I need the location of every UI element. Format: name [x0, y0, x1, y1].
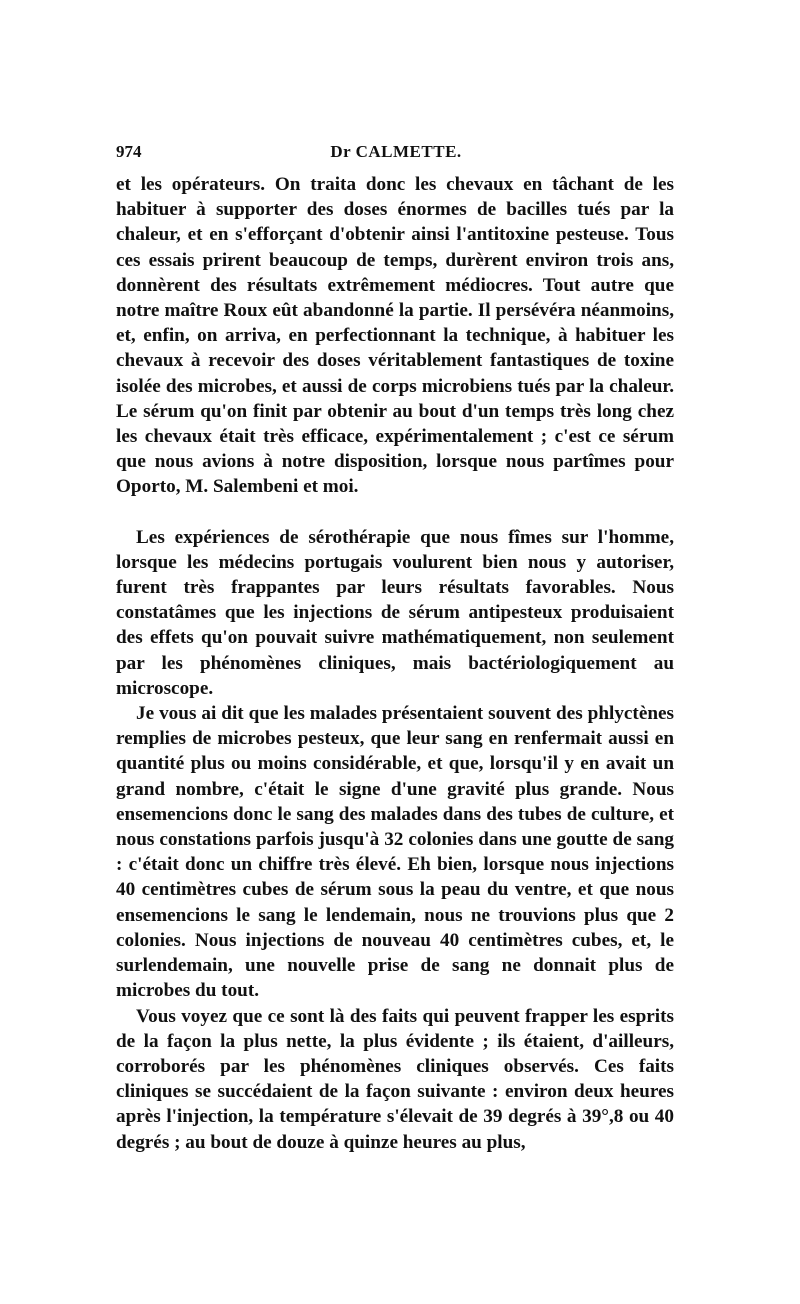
- running-head: Dr CALMETTE.: [330, 142, 462, 161]
- page-header: [116, 142, 676, 166]
- paragraph-serotherapie: Les expériences de sérothérapie que nous fîmes sur l'homme, lorsque les médecins portugais voulurent bien nous y autoriser, furent très frappantes par leurs résultats favorables. Nous constatâmes que les injections de sérum antipesteux produisaient des effets qu'on pouvait suivre mathématiquement, non seulement par les phénomènes cliniques, mais bactériologiquement au microscope.: [116, 526, 674, 699]
- paragraph-faits-cliniques: Vous voyez que ce sont là des faits qui peuvent frapper les esprits de la façon la plus nette, la plus évidente ; ils étaient, d'ailleurs, corroborés par les phénomènes cliniques observés. Ces faits cliniques se succédaient de la façon suivante : environ deux heures après l'injection, la température s'élevait de 39 degrés à 39°,8 ou 40 degrés ; au bout de douze à quinze heures au plus,: [116, 1005, 674, 1153]
- body-text: [116, 172, 674, 1155]
- paragraph-continuation: et les opérateurs. On traita donc les chevaux en tâchant de les habituer à supporter des doses énormes de bacilles tués par la chaleur, et en s'efforçant d'obtenir ainsi l'antitoxine pesteuse. Tous ces essais prirent beaucoup de temps, durèrent environ trois ans, donnèrent des résultats extrêmement médiocres. Tout autre que notre maître Roux eût abandonné la partie. Il persévéra néanmoins, et, enfin, on arriva, en perfectionnant la technique, à habituer les chevaux à recevoir des doses véritablement fantastiques de toxine isolée des microbes, et aussi de corps microbiens tués par la chaleur. Le sérum qu'on finit par obtenir au bout d'un temps très long chez les chevaux était très efficace, expérimentalement ; c'est ce sérum que nous avions à notre disposition, lorsque nous partîmes pour Oporto, M. Salembeni et moi.: [116, 174, 674, 498]
- page-number: 974: [116, 142, 142, 161]
- paragraph-gap: [116, 500, 674, 525]
- paragraph-phlyctenes: Je vous ai dit que les malades présentaient souvent des phlyctènes remplies de microbes pesteux, que leur sang en renfermait aussi en quantité plus ou moins considérable, et que, lorsqu'il y en avait un grand nombre, c'était le signe d'une gravité plus grande. Nous ensemencions donc le sang des malades dans des tubes de culture, et nous constations parfois jusqu'à 32 colonies dans une goutte de sang : c'était donc un chiffre très élevé. Eh bien, lorsque nous injections 40 centimètres cubes de sérum sous la peau du ventre, et que nous ensemencions le sang le lendemain, nous ne trouvions plus que 2 colonies. Nous injections de nouveau 40 centimètres cubes, et, le surlendemain, une nouvelle prise de sang ne donnait plus de microbes du tout.: [116, 703, 674, 1002]
